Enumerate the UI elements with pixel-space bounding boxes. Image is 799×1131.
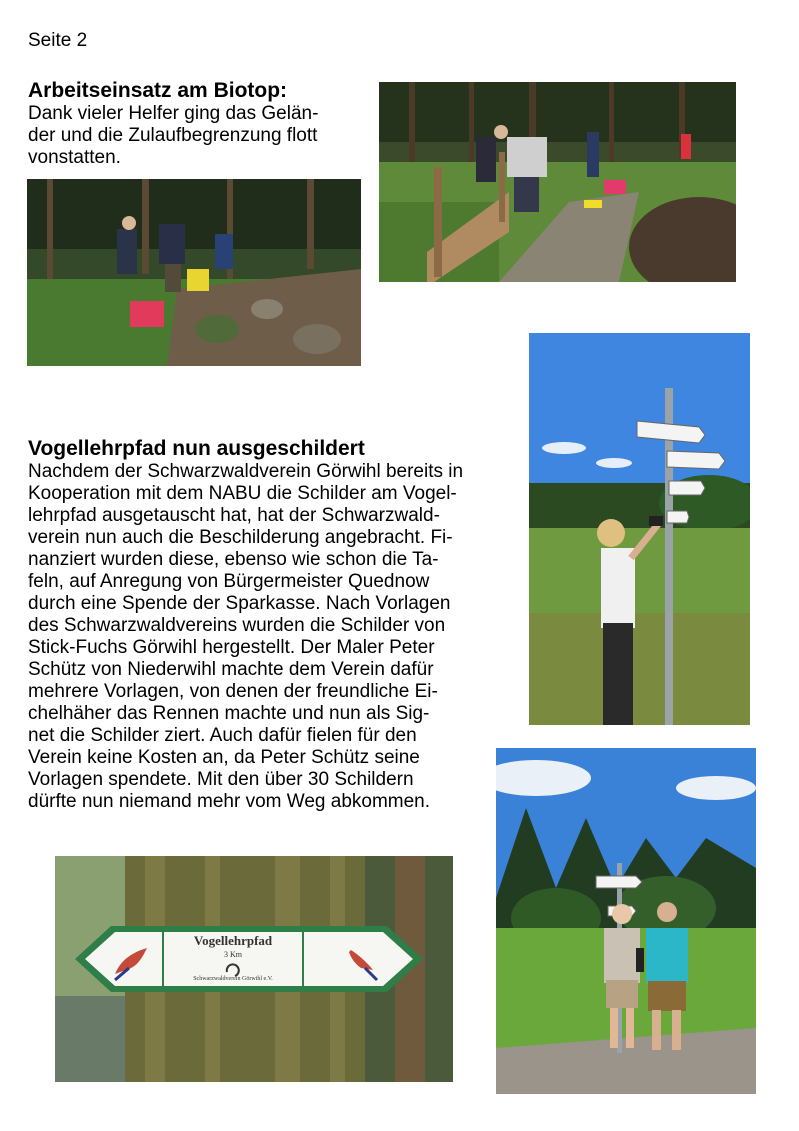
section1-line: Dank vieler Helfer ging das Gelän- [28, 103, 319, 124]
section2-body [28, 461, 463, 813]
section2-line: dürfte nun niemand mehr vom Weg abkommen. [28, 791, 431, 812]
page-number: Seite 2 [28, 30, 88, 51]
section2-line: des Schwarzwaldvereins wurden die Schilder von [28, 615, 446, 636]
section2-line: feln, auf Anregung von Bürgermeister Quednow [28, 571, 430, 592]
section2-line: Vorlagen spendete. Mit den über 30 Schildern [28, 769, 414, 790]
section1-title: Arbeitseinsatz am Biotop: [28, 79, 288, 102]
section2-line: chelhäher das Rennen machte und nun als Sig- [28, 703, 430, 724]
sign-org: Schwarzwaldverein Görwihl e.V. [193, 976, 273, 982]
section2-line: verein nun auch die Beschilderung angebracht. Fi- [28, 527, 453, 548]
section2-line: net die Schilder ziert. Auch dafür fielen für den [28, 725, 417, 746]
section2-line: mehrere Vorlagen, von denen der freundliche Ei- [28, 681, 438, 702]
section2-line: durch eine Spende der Sparkasse. Nach Vorlagen [28, 593, 451, 614]
section2-line: Nachdem der Schwarzwaldverein Görwihl bereits in [28, 461, 464, 482]
section2-title: Vogellehrpfad nun ausgeschildert [28, 437, 365, 460]
section1-body [28, 103, 318, 169]
photo-two-men-signpost [496, 748, 756, 1094]
sign-distance: 3 Km [224, 950, 242, 959]
photo-signpost-woman [529, 333, 750, 725]
photo-creek-work [27, 179, 361, 366]
section2-line: nanziert wurden diese, ebenso wie schon die Ta- [28, 549, 439, 570]
sign-title: Vogellehrpfad [193, 933, 273, 948]
photo-fence-work [379, 82, 736, 282]
photo-vogellehrpfad-sign [55, 856, 453, 1082]
section2-line: Schütz von Niederwihl machte dem Verein dafür [28, 659, 434, 680]
section2-line: lehrpfad ausgetauscht hat, hat der Schwarzwald- [28, 505, 440, 526]
section2-line: Verein keine Kosten an, da Peter Schütz seine [28, 747, 420, 768]
section1-line: der und die Zulaufbegrenzung flott [28, 125, 318, 146]
section2-line: Stick-Fuchs Görwihl hergestellt. Der Maler Peter [28, 637, 435, 658]
section1-line: vonstatten. [28, 147, 121, 168]
section2-line: Kooperation mit dem NABU die Schilder am Vogel- [28, 483, 457, 504]
